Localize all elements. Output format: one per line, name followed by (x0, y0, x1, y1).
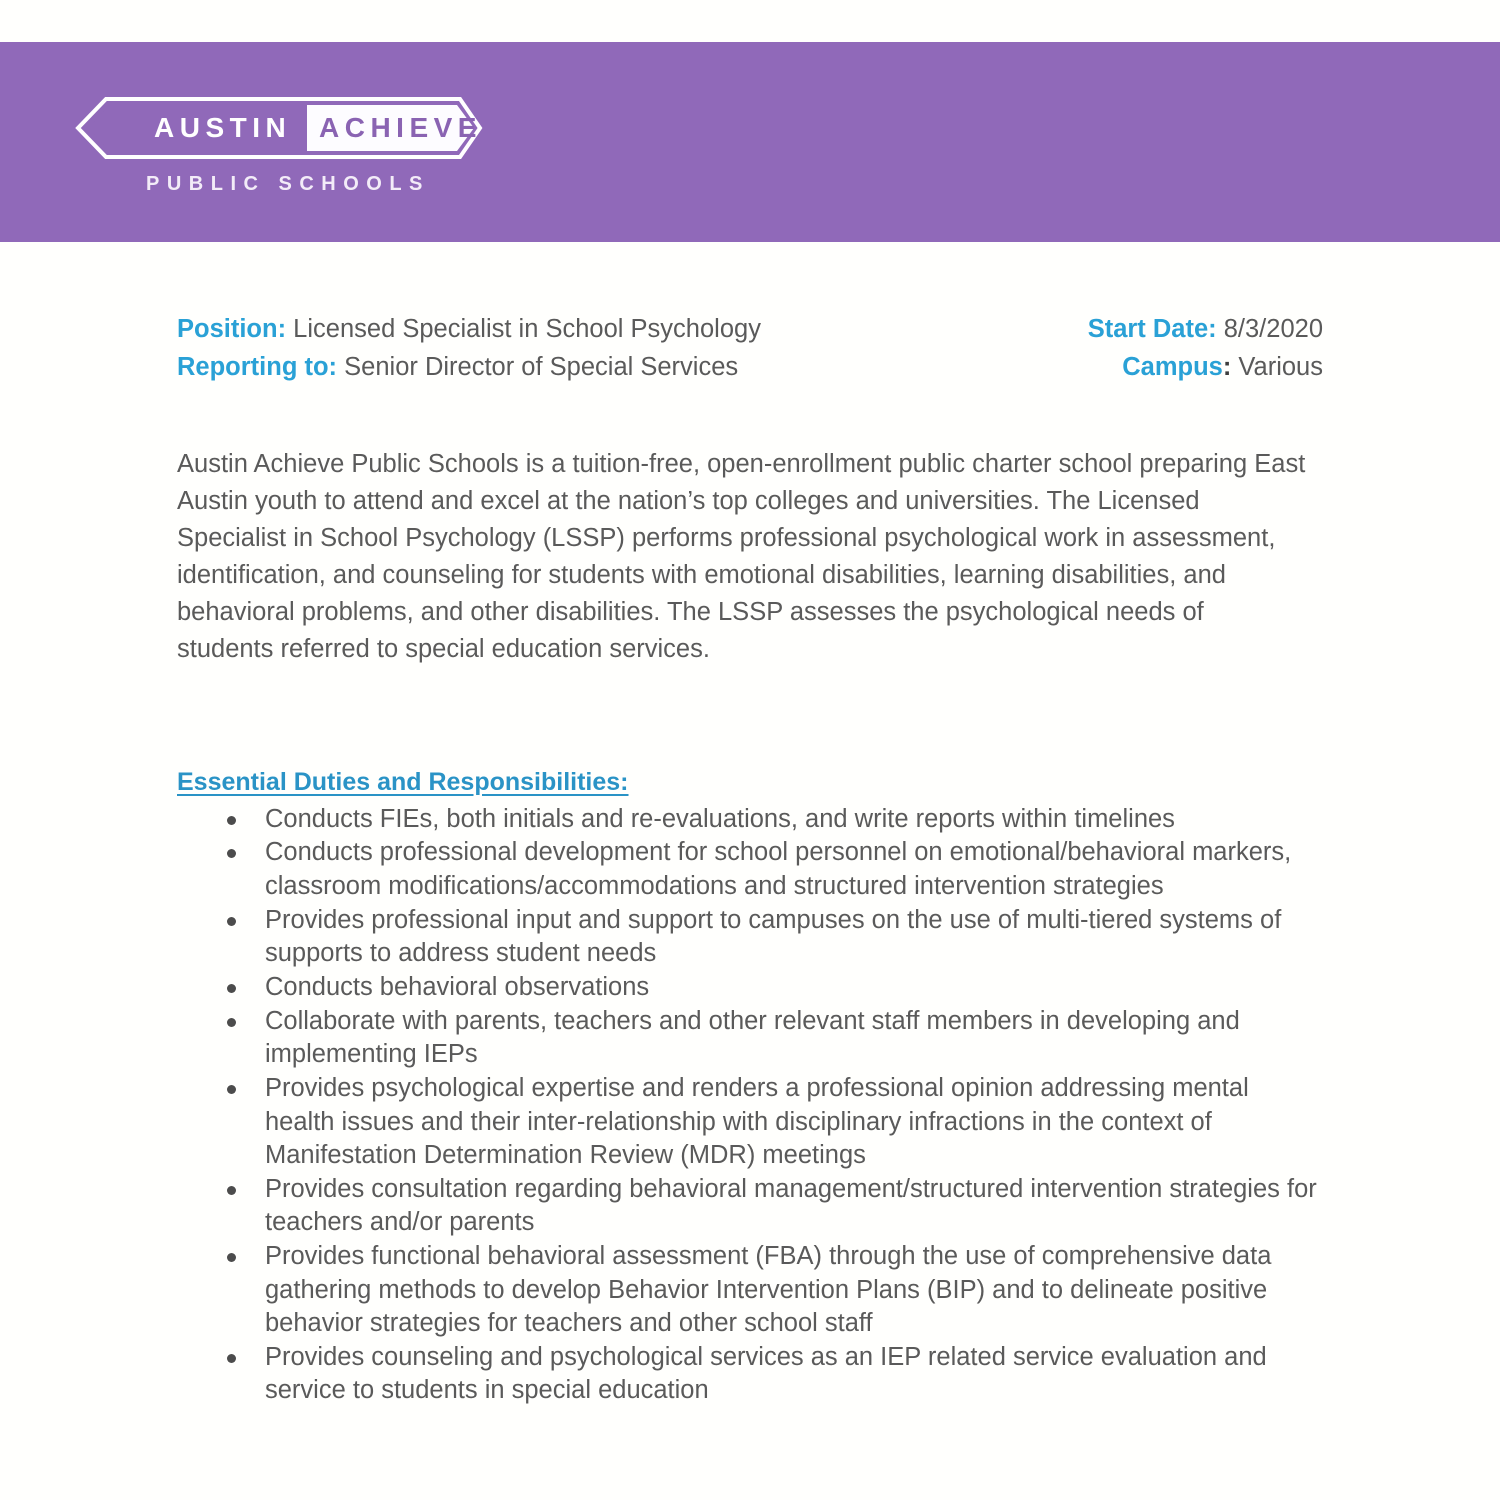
position-value: Licensed Specialist in School Psychology (293, 315, 761, 343)
school-logo (68, 97, 488, 196)
reporting-field (177, 348, 738, 386)
bullet-icon (227, 984, 236, 993)
list-item-text: Provides functional behavioral assessment (FBA) through the use of comprehensive data gathering methods to develop Behavior Intervention Plans (BIP) and to delineate positive behavior strategies for teachers and other school staff (265, 1242, 1272, 1338)
list-item-text: Conducts professional development for school personnel on emotional/behavioral markers, classroom modifications/accommodations and structured intervention strategies (265, 838, 1292, 900)
campus-label-colon: : (1222, 353, 1232, 381)
start-date-field (1088, 310, 1323, 348)
intro-paragraph: Austin Achieve Public Schools is a tuition-free, open-enrollment public charter school preparing East Austin youth to attend and excel at the nation’s top colleges and universities. The Licensed Specialist in School Psychology (LSSP) performs professional psychological work in assessment, identification, and counseling for students with emotional disabilities, learning disabilities, and behavioral problems, and other disabilities. The LSSP assesses the psychological needs of students referred to special education services. (177, 450, 1306, 663)
bullet-icon (227, 849, 236, 858)
list-item-text: Provides consultation regarding behavioral management/structured intervention strategies for teachers and/or parents (265, 1174, 1317, 1237)
logo-word-austin: AUSTIN (154, 112, 292, 143)
essential-duties-heading: Essential Duties and Responsibilities: (177, 767, 629, 796)
list-item (177, 1240, 1323, 1340)
list-item (177, 904, 1323, 971)
list-item-text: Collaborate with parents, teachers and other relevant staff members in developing and implementing IEPs (265, 1006, 1240, 1069)
list-item-text: Provides counseling and psychological services as an IEP related service evaluation and service to students in special education (265, 1343, 1267, 1405)
bullet-icon (227, 1085, 236, 1094)
list-item-text: Conducts FIEs, both initials and re-evaluations, and write reports within timelines (265, 804, 1175, 833)
bullet-icon (227, 1186, 236, 1195)
logo-badge-shape (68, 97, 483, 159)
bullet-icon (227, 1354, 236, 1363)
duties-list (177, 803, 1323, 1408)
list-item (177, 836, 1323, 903)
campus-value: Various (1238, 353, 1323, 381)
list-item (177, 1341, 1323, 1408)
meta-row-reporting (177, 348, 1323, 386)
list-item (177, 1072, 1323, 1172)
campus-label: Campus (1122, 353, 1223, 381)
bullet-icon (227, 816, 236, 825)
list-item (177, 1005, 1323, 1072)
document-content (177, 310, 1323, 1408)
meta-row-position (177, 310, 1323, 348)
position-meta-block (177, 310, 1323, 386)
reporting-value: Senior Director of Special Services (344, 353, 739, 381)
position-field (177, 310, 761, 348)
header-band (0, 42, 1500, 242)
list-item-text: Provides professional input and support to campuses on the use of multi-tiered systems of supports to address student needs (265, 905, 1282, 968)
bullet-icon (227, 1253, 236, 1262)
list-item (177, 803, 1323, 836)
bullet-icon (227, 917, 236, 926)
list-item-text: Conducts behavioral observations (265, 973, 650, 1002)
campus-field (1122, 348, 1323, 386)
list-item (177, 971, 1323, 1004)
logo-word-achieve: ACHIEVE (319, 112, 482, 143)
list-item (177, 1173, 1323, 1240)
start-date-value: 8/3/2020 (1223, 315, 1323, 343)
list-item-text: Provides psychological expertise and renders a professional opinion addressing mental health issues and their inter-relationship with disciplinary infractions in the context of Manifestation Determination Review (MDR) meetings (265, 1074, 1249, 1170)
start-date-label: Start Date: (1087, 315, 1217, 343)
bullet-icon (227, 1018, 236, 1027)
logo-subtitle: PUBLIC SCHOOLS (146, 173, 430, 195)
position-label: Position: (177, 315, 287, 343)
reporting-label: Reporting to: (177, 353, 338, 381)
